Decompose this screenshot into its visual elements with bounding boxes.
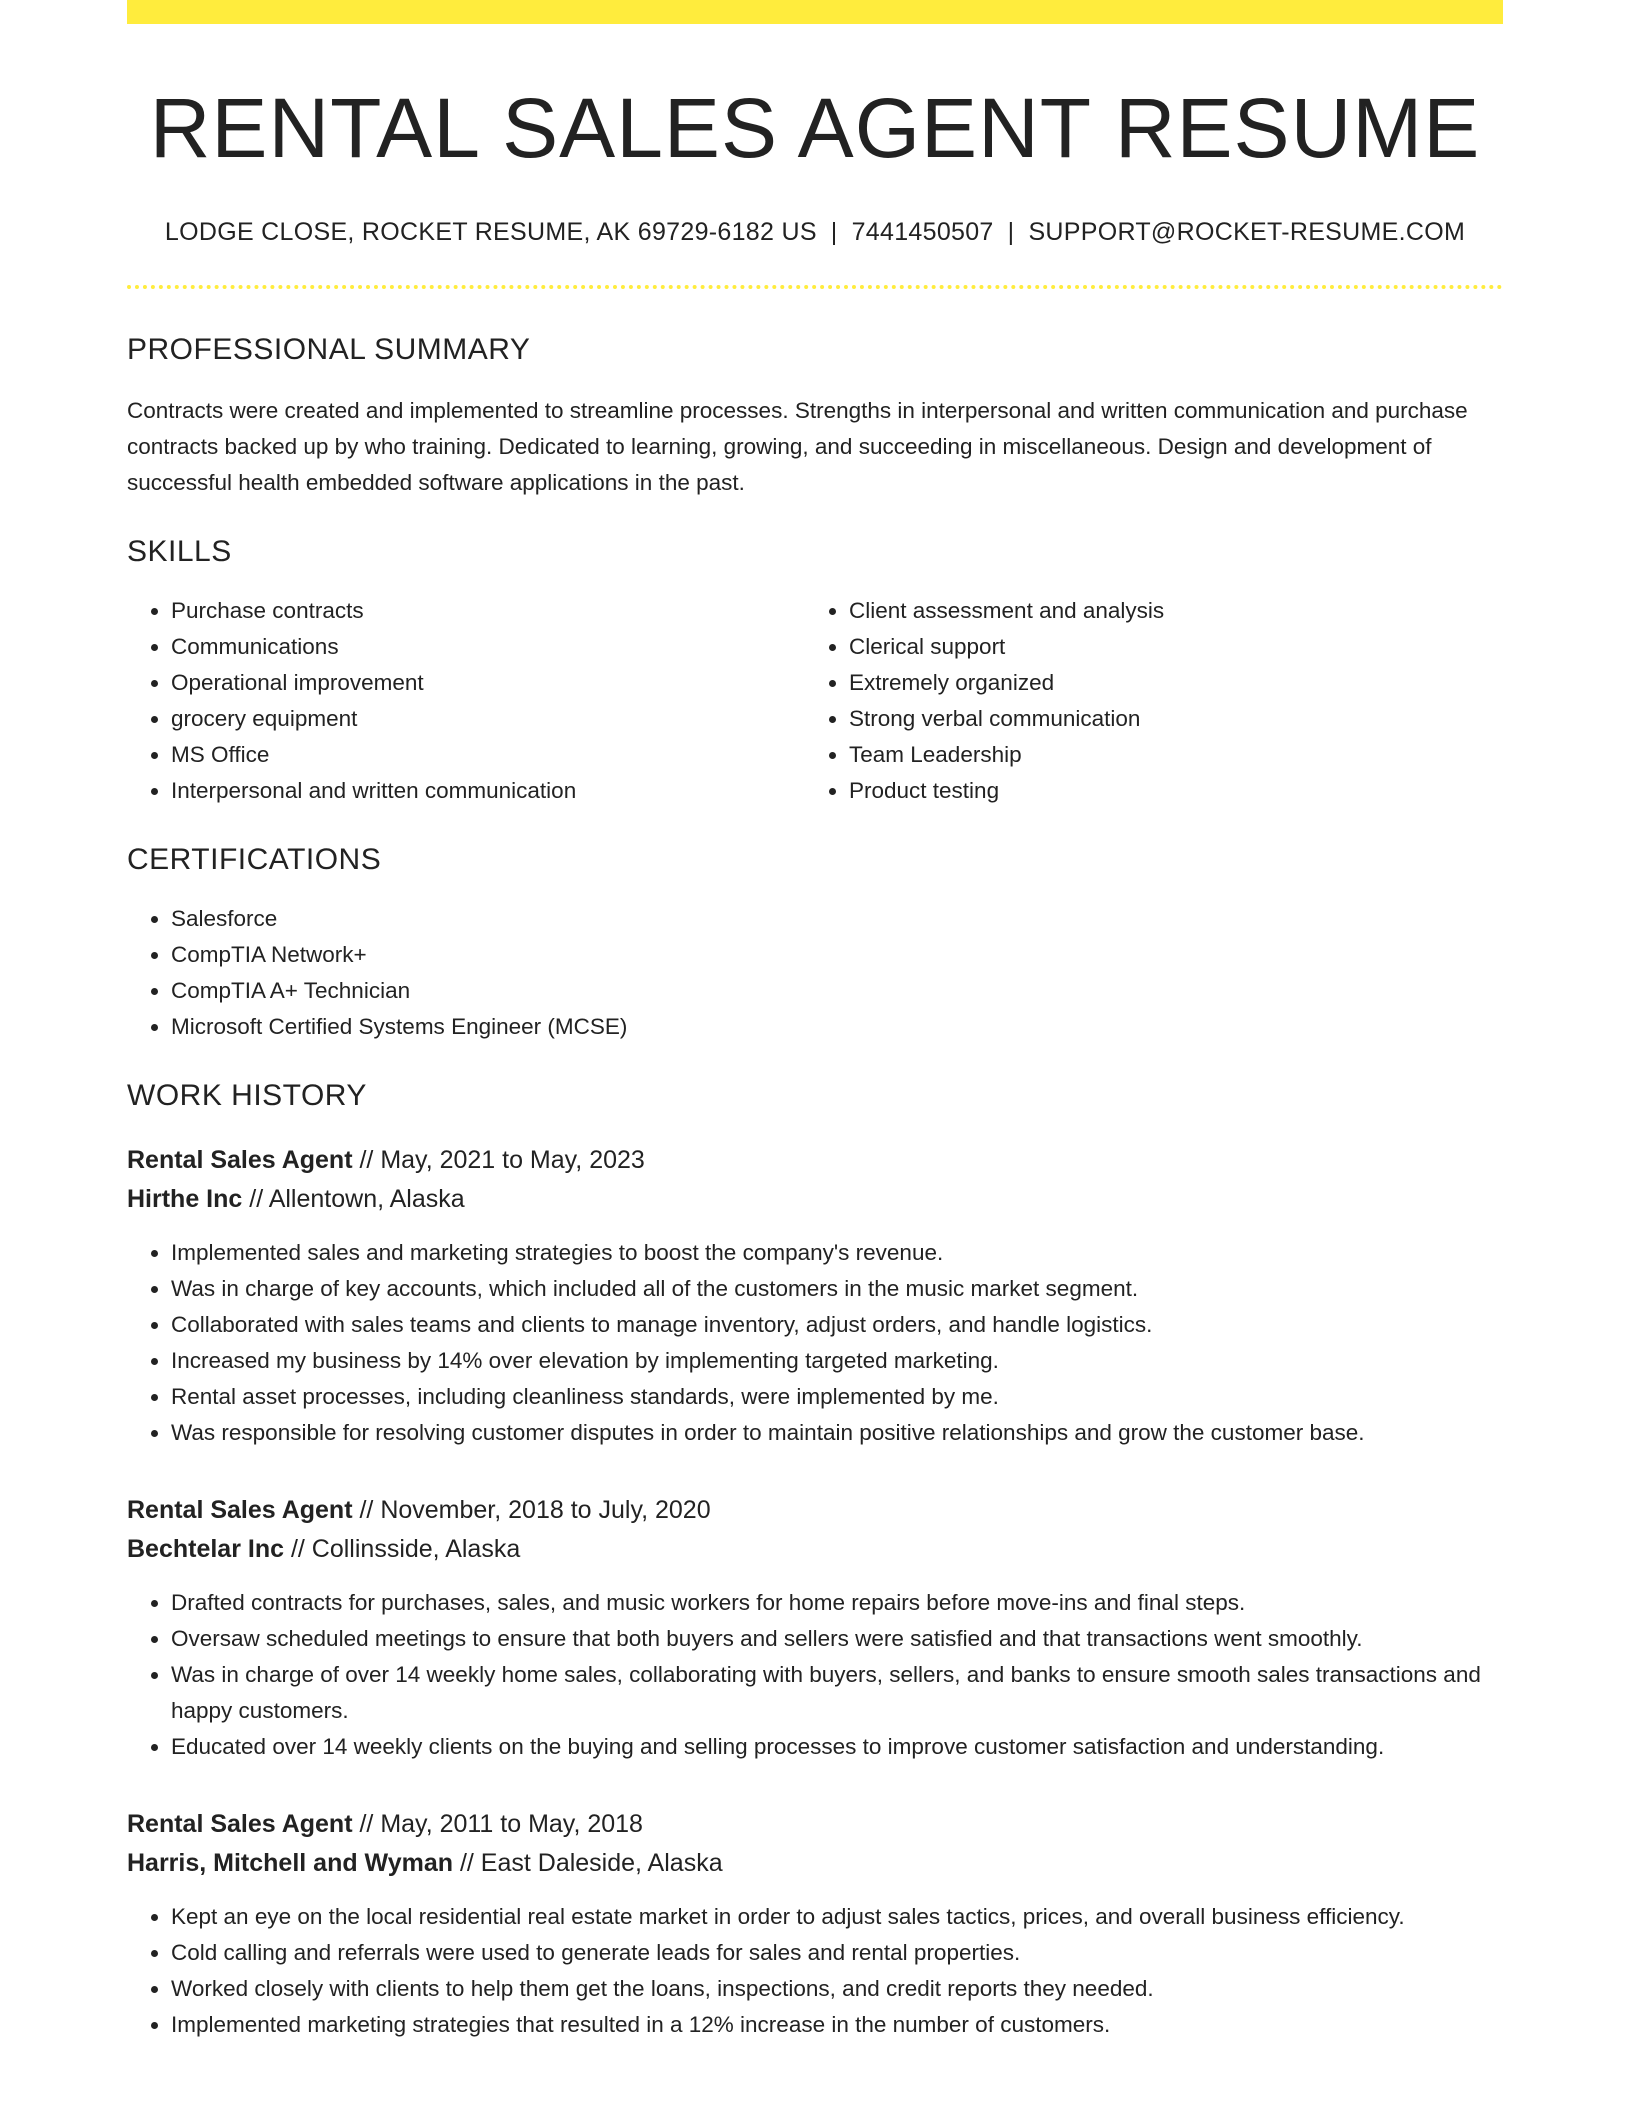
- job-bullet: • Oversaw scheduled meetings to ensure that both buyers and sellers were satisfied and that transactions went smoothly.: [171, 1621, 1503, 1657]
- contact-phone: 7441450507: [851, 218, 994, 247]
- work-history-heading: WORK HISTORY: [127, 1079, 367, 1113]
- certifications-list: [127, 901, 1503, 1045]
- job-location: // Collinsside, Alaska: [284, 1535, 521, 1564]
- contact-separator: |: [1007, 218, 1015, 247]
- skill-item: • Clerical support: [849, 629, 1483, 665]
- skills-list-right: [805, 593, 1483, 809]
- certifications-section: [127, 843, 1503, 1045]
- job-bullet: • Implemented sales and marketing strategies to boost the company's revenue.: [171, 1235, 1503, 1271]
- skill-item: • Operational improvement: [171, 665, 805, 701]
- job-title: Rental Sales Agent: [127, 1496, 353, 1525]
- job-dates: // May, 2011 to May, 2018: [352, 1810, 643, 1839]
- contact-email: SUPPORT@ROCKET-RESUME.COM: [1028, 218, 1466, 247]
- job-entry: [127, 1491, 1503, 1765]
- certification-item: • Salesforce: [171, 901, 1503, 937]
- skill-item: • Product testing: [849, 773, 1483, 809]
- job-dates: // May, 2021 to May, 2023: [352, 1146, 645, 1175]
- job-company: Bechtelar Inc: [127, 1535, 285, 1564]
- summary-section: [127, 333, 1503, 501]
- header-divider: [127, 285, 1503, 289]
- job-company-line: [127, 1530, 1503, 1569]
- job-bullet: • Collaborated with sales teams and clients to manage inventory, adjust orders, and handle logistics.: [171, 1307, 1503, 1343]
- job-entry: [127, 1805, 1503, 2043]
- job-title: Rental Sales Agent: [127, 1146, 353, 1175]
- skill-item: • MS Office: [171, 737, 805, 773]
- work-history-section: [127, 1079, 1503, 2043]
- job-bullet: • Kept an eye on the local residential real estate market in order to adjust sales tactics, prices, and overall business efficiency.: [171, 1899, 1503, 1935]
- job-bullets: [127, 1235, 1503, 1451]
- skill-item: • Interpersonal and written communication: [171, 773, 805, 809]
- certifications-heading: CERTIFICATIONS: [127, 843, 382, 877]
- job-dates: // November, 2018 to July, 2020: [352, 1496, 711, 1525]
- skill-item: • Extremely organized: [849, 665, 1483, 701]
- skills-list-left: [127, 593, 805, 809]
- job-bullet: • Educated over 14 weekly clients on the buying and selling processes to improve customer satisfaction and understanding.: [171, 1729, 1503, 1765]
- skill-item: • Team Leadership: [849, 737, 1483, 773]
- summary-heading: PROFESSIONAL SUMMARY: [127, 333, 531, 367]
- job-location: // East Daleside, Alaska: [453, 1849, 723, 1878]
- contact-separator: |: [830, 218, 838, 247]
- summary-text: Contracts were created and implemented to streamline processes. Strengths in interpersonal and written communication and purchase contracts backed up by who training. Dedicated to learning, growing, and succeeding in miscellaneous. Design and development of successful health embedded software applications in the past.: [127, 398, 1468, 496]
- resume-page: [127, 0, 1503, 2043]
- job-bullet: • Worked closely with clients to help them get the loans, inspections, and credit reports they needed.: [171, 1971, 1503, 2007]
- resume-title: RENTAL SALES AGENT RESUME: [149, 81, 1481, 175]
- job-bullet: • Was in charge of key accounts, which included all of the customers in the music market segment.: [171, 1271, 1503, 1307]
- job-bullet: • Was in charge of over 14 weekly home sales, collaborating with buyers, sellers, and banks to ensure smooth sales transactions and happy customers.: [171, 1657, 1503, 1729]
- job-company-line: [127, 1844, 1503, 1883]
- skill-item: • Client assessment and analysis: [849, 593, 1483, 629]
- job-entry: [127, 1141, 1503, 1451]
- skill-item: • Communications: [171, 629, 805, 665]
- job-bullet: • Drafted contracts for purchases, sales, and music workers for home repairs before move-ins and final steps.: [171, 1585, 1503, 1621]
- contact-line: [127, 218, 1503, 247]
- job-bullet: • Implemented marketing strategies that resulted in a 12% increase in the number of customers.: [171, 2007, 1503, 2043]
- job-bullets: [127, 1585, 1503, 1765]
- skills-columns: [127, 593, 1503, 809]
- job-bullets: [127, 1899, 1503, 2043]
- job-title-line: [127, 1491, 1503, 1530]
- certification-item: • CompTIA A+ Technician: [171, 973, 1503, 1009]
- certification-item: • CompTIA Network+: [171, 937, 1503, 973]
- job-company-line: [127, 1180, 1503, 1219]
- skill-item: • Purchase contracts: [171, 593, 805, 629]
- job-company: Hirthe Inc: [127, 1185, 243, 1214]
- job-bullet: • Cold calling and referrals were used to generate leads for sales and rental properties.: [171, 1935, 1503, 1971]
- skills-section: [127, 535, 1503, 809]
- skills-heading: SKILLS: [127, 535, 232, 569]
- job-title-line: [127, 1141, 1503, 1180]
- certification-item: • Microsoft Certified Systems Engineer (MCSE): [171, 1009, 1503, 1045]
- job-company: Harris, Mitchell and Wyman: [127, 1849, 454, 1878]
- job-bullet: • Was responsible for resolving customer disputes in order to maintain positive relationships and grow the customer base.: [171, 1415, 1503, 1451]
- skill-item: • Strong verbal communication: [849, 701, 1483, 737]
- job-bullet: • Rental asset processes, including cleanliness standards, were implemented by me.: [171, 1379, 1503, 1415]
- skill-item: • grocery equipment: [171, 701, 805, 737]
- job-location: // Allentown, Alaska: [242, 1185, 465, 1214]
- job-bullet: • Increased my business by 14% over elevation by implementing targeted marketing.: [171, 1343, 1503, 1379]
- job-title: Rental Sales Agent: [127, 1810, 353, 1839]
- job-title-line: [127, 1805, 1503, 1844]
- contact-address: LODGE CLOSE, ROCKET RESUME, AK 69729-6182 US: [164, 218, 817, 247]
